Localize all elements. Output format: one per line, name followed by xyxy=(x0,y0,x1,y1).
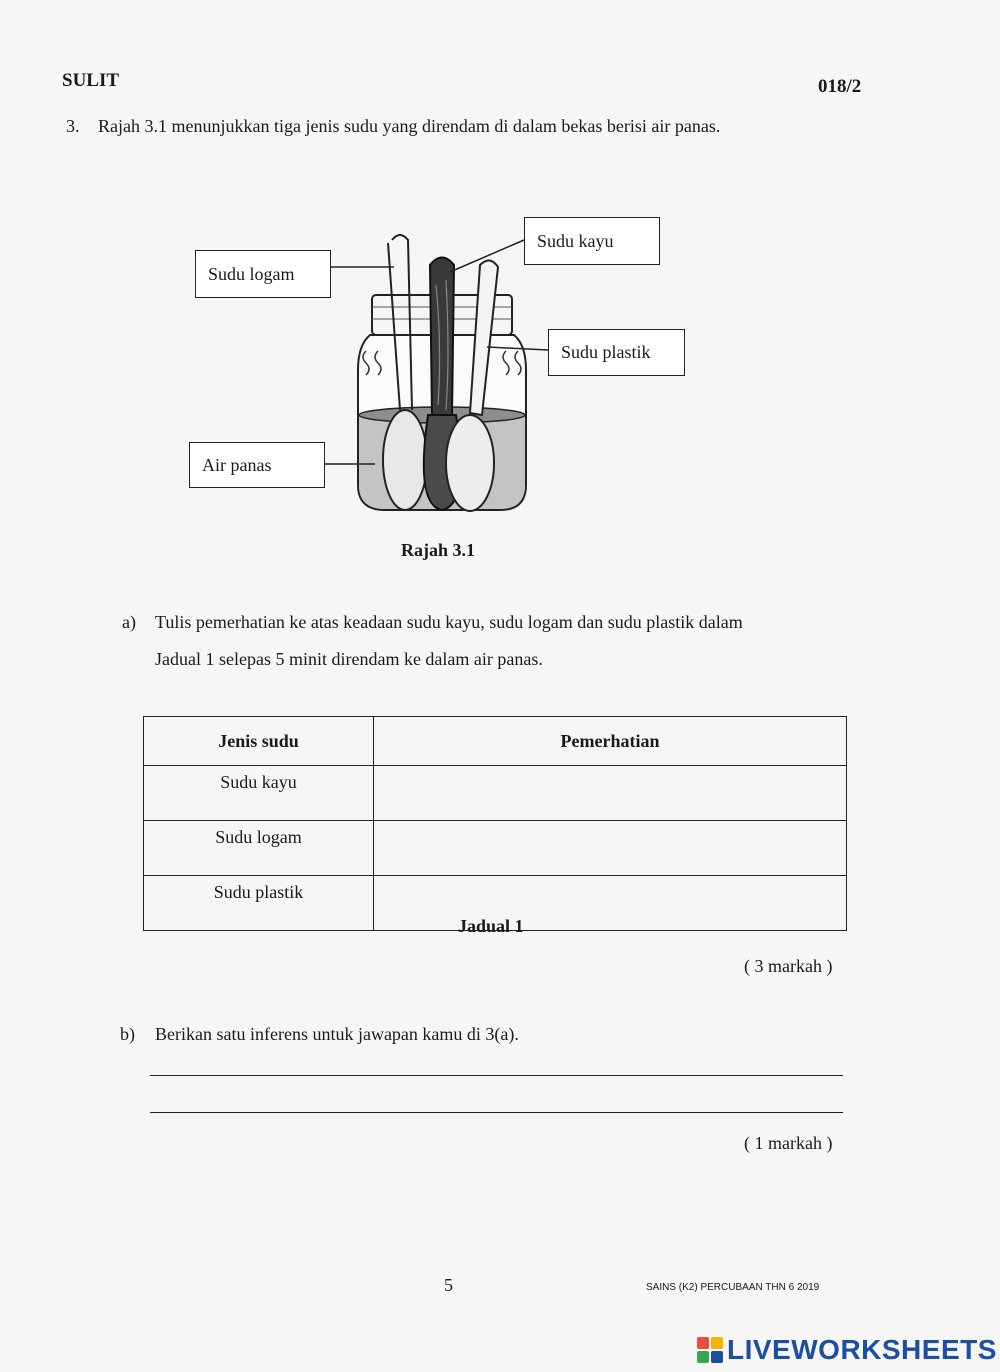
observation-input-logam[interactable] xyxy=(374,821,847,876)
label-sudu-kayu: Sudu kayu xyxy=(524,217,660,265)
header-pemerhatian: Pemerhatian xyxy=(374,717,847,766)
label-air-panas: Air panas xyxy=(189,442,325,488)
header-jenis-sudu: Jenis sudu xyxy=(144,717,374,766)
row-type-kayu: Sudu kayu xyxy=(144,766,374,821)
table-header-row xyxy=(144,717,847,766)
answer-line-2[interactable] xyxy=(150,1112,843,1113)
part-b-text: Berikan satu inferens untuk jawapan kamu di 3(a). xyxy=(155,1024,519,1044)
part-a-text-line2: Jadual 1 selepas 5 minit direndam ke dalam air panas. xyxy=(155,649,543,669)
row-type-logam: Sudu logam xyxy=(144,821,374,876)
part-a-letter: a) xyxy=(122,612,136,632)
question-stem: Rajah 3.1 menunjukkan tiga jenis sudu yang direndam di dalam bekas berisi air panas. xyxy=(98,116,721,136)
page-number: 5 xyxy=(444,1275,453,1295)
figure-caption: Rajah 3.1 xyxy=(401,540,476,560)
row-type-plastik: Sudu plastik xyxy=(144,876,374,931)
part-a-text-line1: Tulis pemerhatian ke atas keadaan sudu kayu, sudu logam dan sudu plastik dalam xyxy=(155,612,743,632)
exam-footer: SAINS (K2) PERCUBAAN THN 6 2019 xyxy=(646,1282,820,1293)
liveworksheets-text: LIVEWORKSHEETS xyxy=(727,1334,997,1365)
observation-table xyxy=(143,716,847,931)
table-caption: Jadual 1 xyxy=(458,916,524,936)
answer-line-1[interactable] xyxy=(150,1075,843,1076)
header-sulit: SULIT xyxy=(62,70,120,91)
table-row xyxy=(144,766,847,821)
part-a-marks: ( 3 markah ) xyxy=(744,956,833,976)
table-row xyxy=(144,821,847,876)
observation-input-plastik[interactable] xyxy=(374,876,847,931)
liveworksheets-icon xyxy=(697,1337,723,1363)
label-sudu-plastik: Sudu plastik xyxy=(548,329,685,376)
observation-input-kayu[interactable] xyxy=(374,766,847,821)
liveworksheets-logo xyxy=(697,1334,997,1366)
part-b-letter: b) xyxy=(120,1024,135,1044)
jar-spoons-illustration xyxy=(330,225,540,525)
question-number: 3. xyxy=(66,116,80,136)
part-b-marks: ( 1 markah ) xyxy=(744,1133,833,1153)
label-sudu-logam: Sudu logam xyxy=(195,250,331,298)
header-code: 018/2 xyxy=(818,76,862,97)
